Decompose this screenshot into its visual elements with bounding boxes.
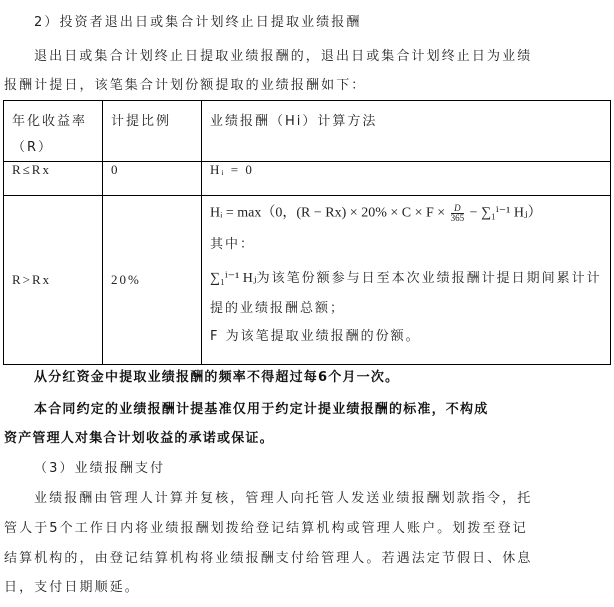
fraction-denominator: 365 xyxy=(450,213,465,223)
header-calc-method-label: 业绩报酬（Hi）计算方法 xyxy=(210,114,378,129)
payment-paragraph-line-1: 业绩报酬由管理人计算并复核，管理人向托管人发送业绩报酬划款指令，托 xyxy=(34,491,533,506)
f-description: F 为该笔提取业绩报酬的份额。 xyxy=(210,329,421,344)
header-annual-return-label: 年化收益率 xyxy=(12,114,88,129)
sum-description-text: 为该笔份额参与日至本次业绩报酬计提日期间累计计 xyxy=(256,271,602,286)
sum-symbol: ∑₁ⁱ⁻¹ Hⱼ xyxy=(210,271,257,286)
performance-fee-table xyxy=(3,100,611,365)
ratio-cell: 20% xyxy=(103,196,202,365)
subheading-payment: （3）业绩报酬支付 xyxy=(34,461,166,476)
header-annual-return xyxy=(4,101,103,162)
fee-formula xyxy=(210,204,610,223)
ratio-cell: 0 xyxy=(103,162,202,196)
section-heading: 2）投资者退出日或集合计划终止日提取业绩报酬 xyxy=(34,15,362,30)
bold-paragraph-frequency: 从分红资金中提取业绩报酬的频率不得超过每6个月一次。 xyxy=(34,370,400,385)
intro-paragraph-line-1: 退出日或集合计划终止日提取业绩报酬的，退出日或集合计划终止日为业绩 xyxy=(34,49,533,64)
table-row xyxy=(4,196,611,365)
condition-cell: R≤Rx xyxy=(4,162,103,196)
formula-prefix: Hᵢ = max（0，(R − Rx) × 20% × C × F × xyxy=(210,205,446,221)
formula-fraction xyxy=(451,204,465,223)
payment-paragraph-line-3: 结算机构的，由登记结算机构将业绩报酬支付给管理人。若遇法定节假日、休息 xyxy=(4,551,533,566)
payment-paragraph-line-2: 管人于5个工作日内将业绩报酬划拨给登记结算机构或管理人账户。划拨至登记 xyxy=(4,521,528,536)
fraction-numerator: D xyxy=(451,204,465,214)
payment-paragraph-line-4: 日，支付日期顺延。 xyxy=(4,580,140,595)
header-accrual-ratio xyxy=(103,101,202,162)
method-cell: Hᵢ = 0 xyxy=(202,162,611,196)
where-label: 其中： xyxy=(210,237,256,252)
formula-suffix: − ∑₁ⁱ⁻¹ Hⱼ） xyxy=(469,205,542,221)
bold-paragraph-disclaimer-line-1: 本合同约定的业绩报酬计提基准仅用于约定计提业绩报酬的标准，不构成 xyxy=(34,402,489,417)
method-cell xyxy=(202,196,611,365)
header-accrual-ratio-label: 计提比例 xyxy=(111,114,172,129)
sum-description xyxy=(210,271,610,287)
header-annual-return-symbol: （R） xyxy=(12,140,54,155)
condition-cell: R>Rx xyxy=(4,196,103,365)
table-header-row xyxy=(4,101,611,162)
bold-paragraph-disclaimer-line-2: 资产管理人对集合计划收益的承诺或保证。 xyxy=(4,431,274,446)
header-calc-method xyxy=(202,101,611,162)
sum-description-line-2: 提的业绩报酬总额； xyxy=(210,301,346,316)
intro-paragraph-line-2: 报酬计提日，该笔集合计划份额提取的业绩报酬如下： xyxy=(4,78,367,93)
table-row xyxy=(4,162,611,196)
